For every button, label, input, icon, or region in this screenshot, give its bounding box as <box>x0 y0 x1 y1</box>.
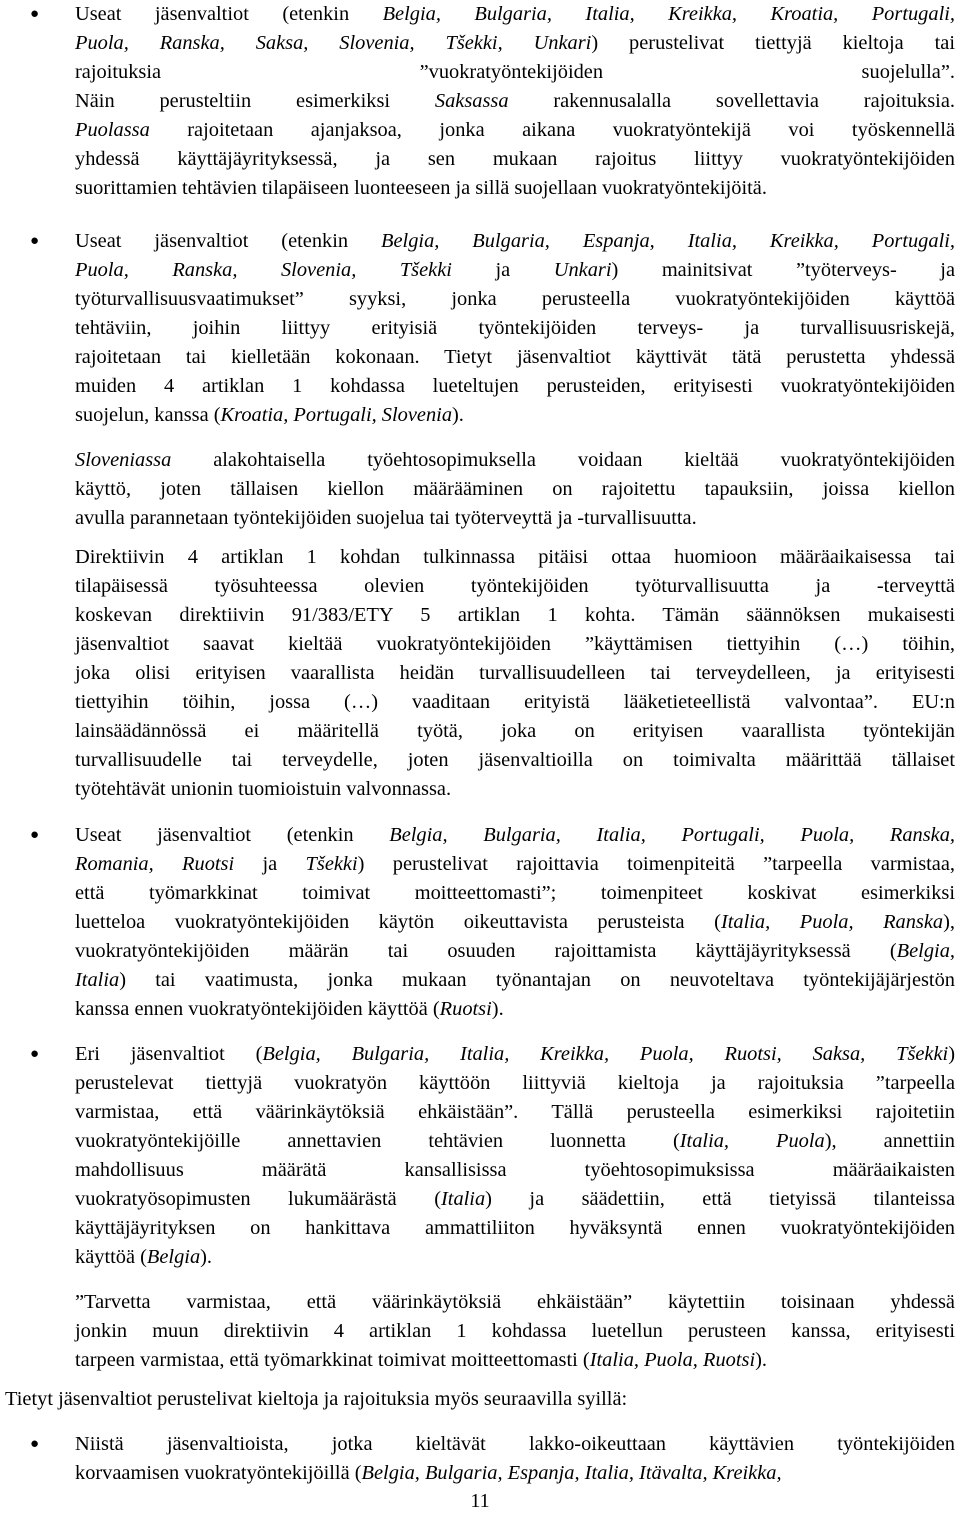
text-line <box>75 908 955 937</box>
text-run: rajoitetaan ajanjaksoa, jonka aikana vuokratyöntekijä voi työskennellä <box>149 119 955 141</box>
bullet-paragraph-4 <box>75 1040 955 1272</box>
text-line <box>75 746 955 775</box>
bullet-paragraph-1 <box>75 0 955 203</box>
text-line <box>75 145 955 174</box>
text-line <box>75 1288 955 1317</box>
text-line <box>75 717 955 746</box>
text-run: vuokratyöntekijöille annettavien tehtävien luonnetta ( <box>75 1130 680 1152</box>
text-line <box>75 116 955 145</box>
text-run: ) ja säädettiin, että tietyissä tilanteissa <box>485 1188 955 1210</box>
bullet-paragraph-3 <box>75 821 955 1024</box>
text-line <box>75 688 955 717</box>
italic-run: Italia, Puola <box>679 1130 825 1152</box>
italic-run: Italia <box>75 969 120 991</box>
text-run: ) perustelivat rajoittavia toimenpiteitä ”tarpeella varmistaa, <box>357 853 956 875</box>
text-run: alakohtaisella työehtosopimuksella voidaan kieltää vuokratyöntekijöiden <box>171 449 955 471</box>
text-run: ). <box>755 1349 767 1371</box>
paragraph-other-reasons <box>5 1385 955 1414</box>
text-run: lainsäädännössä ei määritellä työtä, joka on erityisen vaarallista työntekijän <box>75 720 955 742</box>
page-number: 11 <box>470 1490 490 1512</box>
text-run: että työmarkkinat toimivat moitteettomasti”; toimenpiteet koskivat esimerkiksi <box>75 882 955 904</box>
italic-run: Tšekki <box>305 853 358 875</box>
text-run: muiden 4 artiklan 1 kohdassa lueteltujen perusteiden, erityisesti vuokratyöntekijöiden <box>75 375 955 397</box>
italic-run: Puolassa <box>75 119 150 141</box>
italic-run: Belgia, Bulgaria, Espanja, Italia, Kreikka, Portugali, <box>381 230 956 252</box>
text-line <box>75 937 955 966</box>
text-run: yhdessä käyttäjäyrityksessä, ja sen mukaan rajoitus liittyy vuokratyöntekijöiden <box>75 148 955 170</box>
text-run: ) <box>948 1043 955 1065</box>
text-run: Useat jäsenvaltiot (etenkin <box>75 824 390 846</box>
text-run: käyttäjäyrityksen on hankittava ammattiliiton hyväksyntä ennen vuokratyöntekijöiden <box>75 1217 955 1239</box>
bullet-paragraph-5 <box>75 1430 955 1488</box>
text-run: vuokratyöntekijöiden määrän tai osuuden rajoittamista käyttäjäyrityksessä ( <box>75 940 897 962</box>
text-line <box>5 1385 955 1414</box>
text-line <box>75 821 955 850</box>
text-run: Näin perusteltiin esimerkiksi <box>75 90 435 112</box>
text-run: jäsenvaltiot saavat kieltää vuokratyöntekijöiden ”käyttämisen tiettyihin (…) töihin, <box>75 633 955 655</box>
text-line <box>75 543 955 572</box>
italic-run: Belgia <box>146 1246 201 1268</box>
text-run: ) mainitsivat ”työterveys- ja <box>611 259 955 281</box>
text-line <box>75 1214 955 1243</box>
text-run: mahdollisuus määrätä kansallisissa työehtosopimuksissa määräaikaisten <box>75 1159 955 1181</box>
text-run: rakennusalalla sovellettavia rajoituksia. <box>508 90 955 112</box>
text-line <box>75 285 955 314</box>
text-run: tilapäisessä työsuhteessa olevien työntekijöiden työturvallisuutta ja -terveyttä <box>75 575 955 597</box>
text-line <box>75 58 955 87</box>
text-run: perustelevat tiettyjä vuokratyön käyttöön liittyviä kieltoja ja rajoituksia ”tarpeella <box>75 1072 955 1094</box>
text-line <box>75 256 955 285</box>
text-line <box>75 29 955 58</box>
text-line <box>75 401 955 430</box>
text-run: ). <box>452 404 464 426</box>
text-line <box>75 174 955 203</box>
text-line <box>75 1156 955 1185</box>
text-run: Eri jäsenvaltiot ( <box>75 1043 263 1065</box>
italic-run: Belgia, Bulgaria, Italia, Kreikka, Kroatia, Portugali, <box>382 3 955 25</box>
text-line <box>75 475 955 504</box>
text-line <box>75 504 955 533</box>
text-line <box>75 659 955 688</box>
text-run: Niistä jäsenvaltioista, jotka kieltävät lakko-oikeuttaan käyttävien työntekijöiden <box>75 1433 955 1455</box>
text-line <box>75 630 955 659</box>
text-run: ja <box>234 853 306 875</box>
text-run: turvallisuudelle tai terveydelle, joten jäsenvaltioilla on toimivalta määrittää tällaiset <box>75 749 955 771</box>
bullet-icon: ● <box>30 1436 40 1452</box>
italic-run: Belgia, Bulgaria, Italia, Portugali, Puola, Ranska, <box>389 824 955 846</box>
text-line <box>75 227 955 256</box>
italic-run: Italia, Puola, Ranska <box>720 911 944 933</box>
text-line <box>75 1069 955 1098</box>
italic-run: Italia, Puola, Ruotsi <box>589 1349 756 1371</box>
text-line <box>75 1317 955 1346</box>
italic-run: Sloveniassa <box>75 449 172 471</box>
text-line <box>75 601 955 630</box>
italic-run: Puola, Ranska, Saksa, Slovenia, Tšekki, Unkari <box>75 32 592 54</box>
text-line <box>75 1459 955 1488</box>
text-run: luetteloa vuokratyöntekijöiden käytön oikeuttavista perusteista ( <box>75 911 721 933</box>
text-line <box>75 1243 955 1272</box>
text-run: ), <box>943 911 955 933</box>
text-line <box>75 966 955 995</box>
text-run: käyttöä ( <box>75 1246 147 1268</box>
text-run: kanssa ennen vuokratyöntekijöiden käyttöä ( <box>75 998 440 1020</box>
text-line <box>75 850 955 879</box>
text-run: joka olisi erityisen vaarallista heidän turvallisuudelleen tai terveydelleen, ja erityisesti <box>75 662 955 684</box>
text-run: ). <box>491 998 504 1020</box>
bullet-paragraph-2 <box>75 227 955 430</box>
text-line <box>75 1185 955 1214</box>
italic-run: Kroatia, Portugali, Slovenia <box>220 404 453 426</box>
text-run: ). <box>200 1246 213 1268</box>
bullet-icon: ● <box>30 233 40 249</box>
text-line <box>75 572 955 601</box>
italic-run: Belgia, Bulgaria, Espanja, Italia, Itävalta, Kreikka, <box>361 1462 782 1484</box>
italic-run: Ruotsi <box>439 998 492 1020</box>
text-run: Useat jäsenvaltiot (etenkin <box>75 230 382 252</box>
text-run: ) tai vaatimusta, jonka mukaan työnantajan on neuvoteltava työntekijäjärjestön <box>119 969 955 991</box>
text-run: Useat jäsenvaltiot (etenkin <box>75 3 383 25</box>
paragraph-directive <box>75 543 955 804</box>
italic-run: Belgia, Bulgaria, Italia, Kreikka, Puola, Ruotsi, Saksa, Tšekki <box>262 1043 949 1065</box>
text-run: tiettyihin töihin, jossa (…) vaaditaan erityistä lääketieteellistä valvontaa”. EU:n <box>75 691 955 713</box>
text-run: työtehtävät unionin tuomioistuin valvonnassa. <box>75 778 452 800</box>
text-run: ) perustelivat tiettyjä kieltoja tai <box>591 32 955 54</box>
italic-run: Romania, Ruotsi <box>75 853 235 875</box>
text-line <box>75 1346 955 1375</box>
text-run: rajoituksia ”vuokratyöntekijöiden suojelulla”. <box>75 61 955 83</box>
italic-run: Puola, Ranska, Slovenia, Tšekki <box>75 259 452 281</box>
text-line <box>75 995 955 1024</box>
text-run: suojelun, kanssa ( <box>75 404 221 426</box>
text-run: vuokratyösopimusten lukumäärästä ( <box>75 1188 441 1210</box>
text-line <box>75 775 955 804</box>
text-run: suorittamien tehtävien tilapäiseen luonteeseen ja sillä suojellaan vuokratyöntekijöitä. <box>75 177 767 199</box>
text-run: Direktiivin 4 artiklan 1 kohdan tulkinnassa pitäisi ottaa huomioon määräaikaisessa tai <box>75 546 955 568</box>
text-line <box>75 0 955 29</box>
text-line <box>75 372 955 401</box>
text-line <box>75 446 955 475</box>
text-run: Tietyt jäsenvaltiot perustelivat kieltoja ja rajoituksia myös seuraavilla syillä: <box>5 1388 628 1410</box>
text-run: avulla parannetaan työntekijöiden suojelua tai työterveyttä ja -turvallisuutta. <box>75 507 697 529</box>
italic-run: Saksassa <box>434 90 509 112</box>
text-run: ja <box>451 259 554 281</box>
text-run: ”Tarvetta varmistaa, että väärinkäytöksiä ehkäistään” käytettiin toisinaan yhdessä <box>75 1291 955 1313</box>
bullet-icon: ● <box>30 6 40 22</box>
text-line <box>75 1430 955 1459</box>
text-run: rajoitetaan tai kielletään kokonaan. Tietyt jäsenvaltiot käyttivät tätä perustetta yhdessä <box>75 346 955 368</box>
bullet-icon: ● <box>30 1046 40 1062</box>
text-line <box>75 87 955 116</box>
italic-run: Belgia, <box>896 940 955 962</box>
text-run: käyttö, joten tällaisen kiellon määrääminen on rajoitettu tapauksiin, joissa kiellon <box>75 478 955 500</box>
text-run: koskevan direktiivin 91/383/ETY 5 artiklan 1 kohta. Tämän säännöksen mukaisesti <box>75 604 955 626</box>
text-line <box>75 879 955 908</box>
paragraph-slovenia <box>75 446 955 533</box>
text-run: jonkin muun direktiivin 4 artiklan 1 kohdassa luetellun perusteen kanssa, erityisesti <box>75 1320 955 1342</box>
bullet-icon: ● <box>30 827 40 843</box>
text-run: tarpeen varmistaa, että työmarkkinat toimivat moitteettomasti ( <box>75 1349 590 1371</box>
text-run: ), annettiin <box>824 1130 955 1152</box>
paragraph-abuse <box>75 1288 955 1375</box>
italic-run: Unkari <box>553 259 612 281</box>
text-line <box>75 314 955 343</box>
text-run: korvaamisen vuokratyöntekijöillä ( <box>75 1462 362 1484</box>
text-line <box>75 1098 955 1127</box>
text-line <box>75 1127 955 1156</box>
text-run: varmistaa, että väärinkäytöksiä ehkäistään”. Tällä perusteella esimerkiksi rajoitetiin <box>75 1101 955 1123</box>
text-run: työturvallisuusvaatimukset” syyksi, jonka perusteella vuokratyöntekijöiden käyttöä <box>75 288 955 310</box>
text-line <box>75 343 955 372</box>
italic-run: Italia <box>440 1188 486 1210</box>
text-run: tehtäviin, joihin liittyy erityisiä työntekijöiden terveys- ja turvallisuusriskejä, <box>75 317 955 339</box>
text-line <box>75 1040 955 1069</box>
